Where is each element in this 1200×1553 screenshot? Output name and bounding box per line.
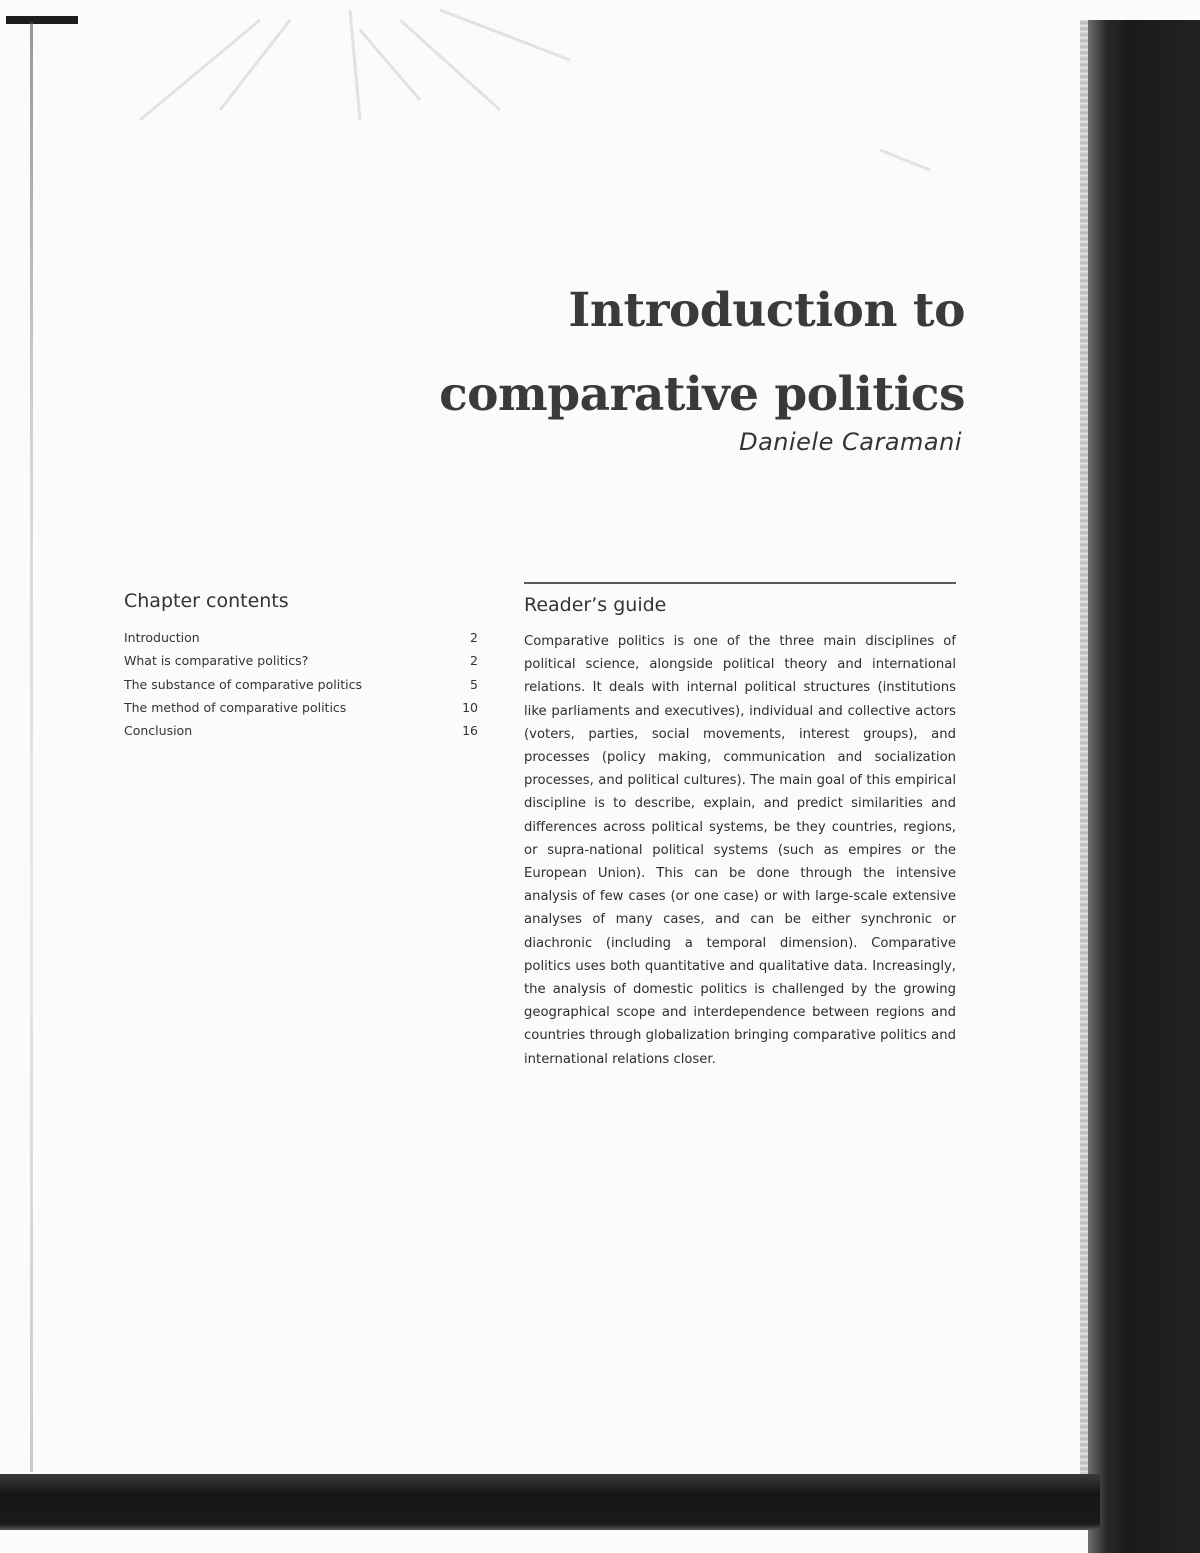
readers-guide-divider: [524, 582, 956, 584]
scan-artifact-bottom-border: [0, 1474, 1100, 1530]
toc-item: [124, 719, 484, 742]
toc-item-page: 10: [462, 699, 478, 715]
chapter-title-line-1: Introduction to: [568, 283, 965, 339]
toc-item: [124, 673, 484, 696]
toc-item-label: Conclusion: [124, 723, 193, 739]
toc-item-label: Introduction: [124, 630, 200, 645]
author-name: Daniele Caramani: [739, 428, 962, 456]
toc-item-page: 2: [470, 630, 478, 645]
chapter-contents: [124, 590, 484, 742]
toc-item-page: 16: [462, 723, 478, 739]
chapter-title-line-2: comparative politics: [439, 367, 965, 423]
toc-item-page: 2: [470, 653, 478, 669]
toc-item: [124, 649, 484, 672]
scan-artifact-left-edge: [30, 22, 33, 1472]
chapter-title: [420, 269, 965, 437]
readers-guide-heading: Reader’s guide: [524, 594, 667, 616]
toc-item-page: 5: [470, 676, 478, 692]
readers-guide-body: Comparative politics is one of the three main disciplines of political science, alongside political theory and international relations. It deals with internal political structures (institutions like parliaments and executives), individual and collective actors (voters, parties, social movements, interest groups), and processes (policy making, communication and socialization processes, and political cultures). The main goal of this empirical discipline is to describe, explain, and predict similarities and differences across political systems, be they countries, regions, or supra-national political systems (such as empires or the European Union). This can be done through the intensive analysis of few cases (or one case) or with large-scale extensive analyses of many cases, and can be either synchronic or diachronic (including a temporal dimension). Comparative politics uses both quantitative and qualitative data. Increasingly, the analysis of domestic politics is challenged by the growing geographical scope and interdependence between regions and countries through globalization bringing comparative politics and international relations closer.: [524, 634, 956, 1067]
scan-artifact-top-left-mark: [6, 16, 78, 24]
toc-item-label: The substance of comparative politics: [124, 676, 362, 692]
chapter-contents-heading: Chapter contents: [124, 590, 289, 612]
toc-item-label: The method of comparative politics: [124, 699, 347, 715]
readers-guide: [524, 594, 956, 1071]
toc-item: [124, 696, 484, 719]
toc-item-label: What is comparative politics?: [124, 653, 309, 669]
toc-item: [124, 626, 484, 649]
scan-artifact-rays: [100, 0, 1000, 200]
scan-artifact-right-border: [1088, 20, 1200, 1553]
